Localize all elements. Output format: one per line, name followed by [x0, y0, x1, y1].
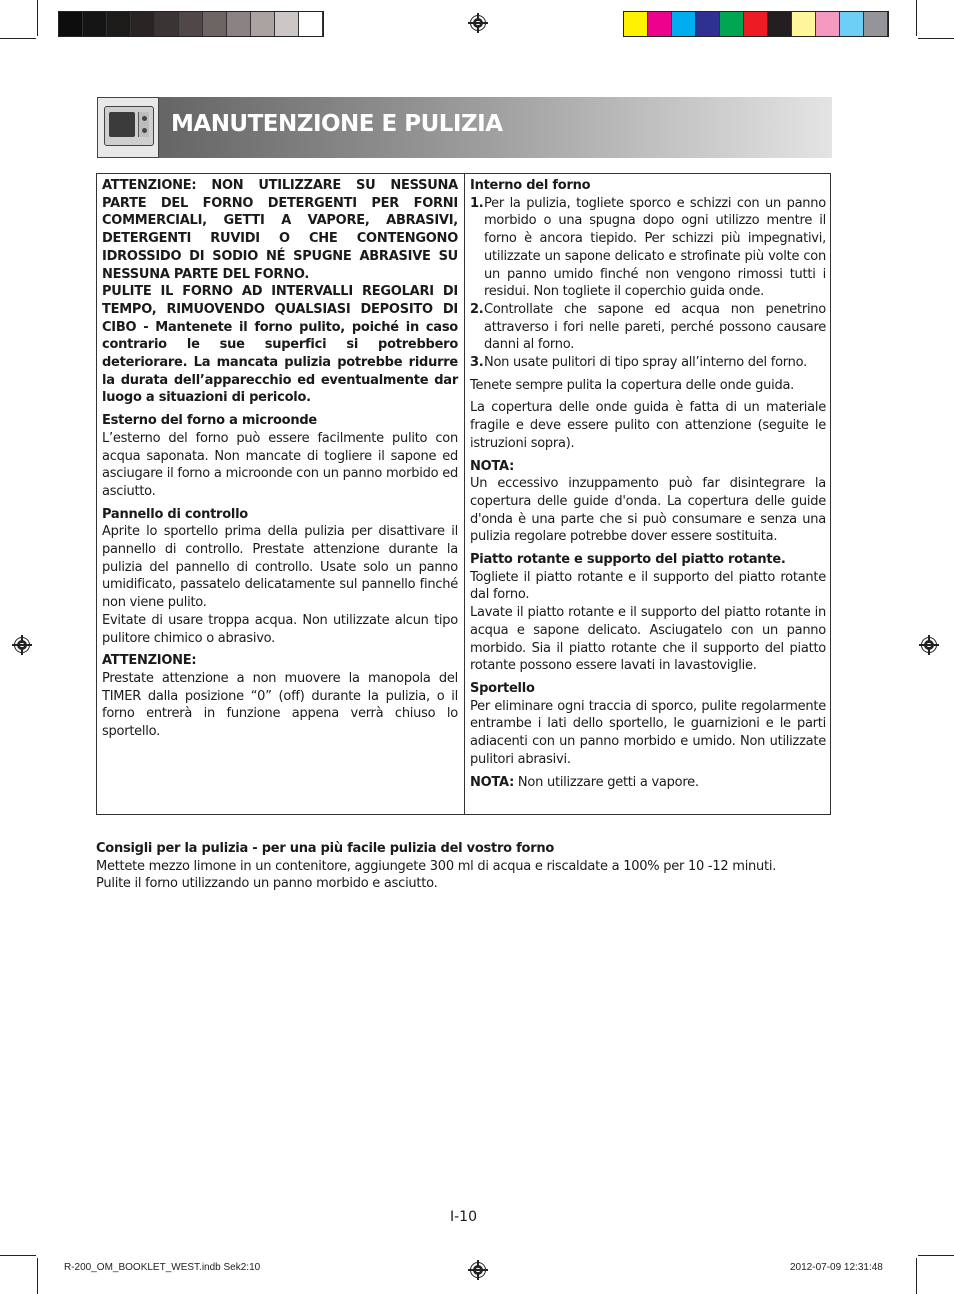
crop-mark — [916, 0, 917, 36]
column-divider — [464, 173, 465, 815]
turntable-wash-text: Lavate il piatto rotante e il supporto del piatto rotante in acqua e sapone delicato. Asciugatelo con un panno morbido. Sia il piatto rotante che il supporto del piatto rotante possono essere lavati in lavastoviglie. — [470, 605, 826, 674]
control-panel-text-water: Evitate di usare troppa acqua. Non utilizzate alcun tipo pulitore chimico o abrasivo. — [102, 612, 458, 646]
color-swatch — [768, 12, 792, 36]
caution-text: Prestate attenzione a non muovere la manopola del TIMER dalla posizione “0” (off) durante la pulizia, o il forno entrerà in funzione appena verrà chiuso lo sportello. — [102, 670, 458, 740]
warning-regular-cleaning: PULITE IL FORNO AD INTERVALLI REGOLARI DI TEMPO, RIMUOVENDO QUALSIASI DEPOSITO DI CIBO - Mantenete il forno pulito, poiché in caso contrario le sue superfici si potrebbero deteriorare. La mancata pulizia potrebbe ridurre la durata dell’apparecchio ed eventualmente dar luogo a situazioni di pericolo. — [102, 284, 458, 406]
right-column — [470, 177, 826, 791]
tips-line: Pulite il forno utilizzando un panno morbido e asciutto. — [96, 876, 438, 892]
microwave-oven-icon — [97, 97, 159, 158]
color-swatch — [131, 12, 155, 36]
color-swatch — [179, 12, 203, 36]
crop-mark — [37, 1258, 38, 1294]
exterior-text: L’esterno del forno può essere facilmente pulito con acqua saponata. Non mancate di togliere il sapone ed asciugare il forno a microonde con un panno morbido ed asciutto. — [102, 430, 458, 499]
color-swatch — [864, 12, 888, 36]
footer-date: 2012-07-09 12:31:48 — [790, 1262, 883, 1273]
waveguide-text: Tenete sempre pulita la copertura delle onde guida. — [470, 377, 795, 393]
color-swatch — [696, 12, 720, 36]
crop-mark — [0, 1255, 36, 1256]
caution-title: ATTENZIONE: — [102, 653, 197, 669]
color-swatch — [227, 12, 251, 36]
warning-general: ATTENZIONE: NON UTILIZZARE SU NESSUNA PARTE DEL FORNO DETERGENTI PER FORNI COMMERCIALI, GETTI A VAPORE, ABRASIVI, DETERGENTI RUVIDI O CHE CONTENGONO IDROSSIDO DI SODIO NÉ SPUGNE ABRASIVE SU NESSUNA PARTE DEL FORNO. — [102, 178, 458, 282]
registration-mark-icon — [921, 637, 937, 653]
note-title: NOTA: — [470, 458, 515, 474]
crop-mark — [916, 1258, 917, 1294]
note-text: Un eccessivo inzuppamento può far disintegrare la copertura delle guide d'onda. La copertura delle guide d'onda è una parte che si può consumare e senza una pulizia regolare potrebbe dover essere sostituita. — [470, 476, 826, 545]
color-swatch — [744, 12, 768, 36]
color-swatch — [792, 12, 816, 36]
note-steam: NOTA: Non utilizzare getti a vapore. — [470, 774, 699, 790]
list-item: 3. Non usate pulitori di tipo spray all’interno del forno. — [470, 355, 808, 371]
door-text: Per eliminare ogni traccia di sporco, pulite regolarmente entrambe i lati dello sportello, le guarnizioni e le parti adiacenti con un panno morbido e umido. Non utilizzate pulitori abrasivi. — [470, 698, 826, 767]
control-panel-title: Pannello di controllo — [102, 506, 248, 522]
color-swatch — [840, 12, 864, 36]
color-swatch — [251, 12, 275, 36]
tips-title: Consigli per la pulizia - per una più facile pulizia del vostro forno — [96, 841, 555, 856]
registration-mark-icon — [470, 15, 486, 31]
control-panel-text: Aprite lo sportello prima della pulizia per disattivare il pannello di controllo. Prestate attenzione durante la pulizia del pannello di controllo. Usate solo un panno umidificato, passatelo delicatamente sul pannello finché non viene pulito. — [102, 524, 458, 611]
color-swatch — [155, 12, 179, 36]
turntable-title: Piatto rotante e supporto del piatto rotante. — [470, 552, 786, 568]
color-swatch — [624, 12, 648, 36]
registration-mark-icon — [470, 1262, 486, 1278]
color-swatch — [816, 12, 840, 36]
section-header — [97, 97, 832, 158]
color-swatch — [648, 12, 672, 36]
left-column — [102, 177, 458, 741]
color-swatch — [59, 12, 83, 36]
color-swatch — [275, 12, 299, 36]
cleaning-tips — [96, 840, 836, 893]
footer-file: R-200_OM_BOOKLET_WEST.indb Sek2:10 — [64, 1262, 261, 1273]
page-title: MANUTENZIONE E PULIZIA — [171, 111, 503, 137]
color-swatch — [720, 12, 744, 36]
turntable-text: Togliete il piatto rotante e il supporto del piatto rotante dal forno. — [470, 569, 826, 603]
tips-line: Mettete mezzo limone in un contenitore, aggiungete 300 ml di acqua e riscaldate a 100% per 10 -12 minuti. — [96, 858, 777, 874]
cmyk-color-bar — [623, 11, 889, 37]
crop-mark — [918, 1255, 954, 1256]
exterior-title: Esterno del forno a microonde — [102, 413, 317, 429]
crop-mark — [918, 38, 954, 39]
page-number: I-10 — [450, 1209, 477, 1225]
color-swatch — [83, 12, 107, 36]
interior-title: Interno del forno — [470, 178, 591, 193]
color-swatch — [203, 12, 227, 36]
registration-mark-icon — [14, 637, 30, 653]
door-title: Sportello — [470, 680, 535, 696]
color-swatch — [672, 12, 696, 36]
color-swatch — [107, 12, 131, 36]
color-swatch — [299, 12, 323, 36]
grayscale-color-bar — [58, 11, 324, 37]
crop-mark — [37, 0, 38, 36]
waveguide-fragile-text: La copertura delle onde guida è fatta di un materiale fragile e deve essere pulito con attenzione (seguite le istruzioni sopra). — [470, 400, 826, 451]
crop-mark — [0, 38, 36, 39]
list-item: 2. Controllate che sapone ed acqua non penetrino attraverso i fori nelle pareti, perché possono causare danni al forno. — [470, 301, 826, 353]
list-item: 1. Per la pulizia, togliete sporco e schizzi con un panno morbido o una spugna dopo ogni utilizzo mentre il forno è ancora tiepido. Per schizzi più impegnativi, utilizzate un sapone delicato e strofinate più volte con un panno umido finché non vengono rimossi tutti i residui. Non togliete il coperchio guida onde. — [470, 195, 826, 300]
